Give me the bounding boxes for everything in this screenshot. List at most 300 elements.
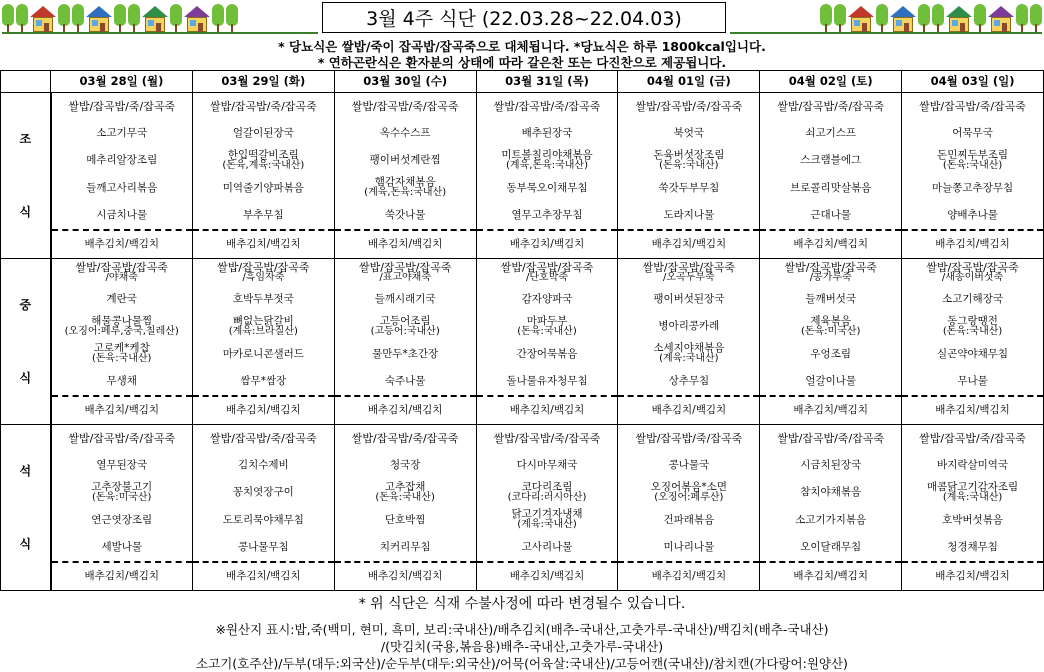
dish-origin: /단호박죽 [526, 272, 569, 284]
dish-name: 고사리나물 [521, 540, 573, 553]
dish-name: 동부묵오이채무침 [506, 181, 588, 194]
menu-cell [192, 425, 334, 591]
menu-cell [618, 93, 760, 259]
dish-item [193, 147, 334, 174]
meal-row-lunch [1, 259, 1044, 425]
tree-icon [932, 2, 944, 32]
dish-name: 쌀밥/잡곡밥/죽/잡곡죽 [493, 431, 601, 445]
dish-name: 소고기무국 [96, 127, 148, 140]
dish-name: 배추김치/백김치 [793, 237, 868, 250]
dish-item [902, 534, 1043, 563]
house-icon [184, 6, 210, 32]
dish-name: 마파두부 [526, 315, 568, 328]
dish-item [335, 534, 476, 563]
dish-name: 쌀밥/잡곡밥/죽/잡곡죽 [209, 431, 317, 445]
dish-name: 배추김치/백김치 [509, 569, 585, 582]
dish-origin: (돈육,계육:국내산) [222, 160, 305, 172]
header-decoration-right [820, 2, 1042, 32]
staple-item [760, 259, 901, 286]
dish-name: 병아리콩카레 [658, 320, 720, 333]
tree-icon [974, 2, 986, 32]
dish-name: 오징어볶음*소면 [650, 481, 727, 494]
dish-item [618, 313, 759, 340]
dish-name: 뼈없는닭갈비 [232, 315, 294, 328]
dish-name: 쌈무*쌈장 [240, 374, 287, 387]
dish-item [477, 120, 618, 147]
house-icon [890, 6, 916, 32]
dish-item [477, 313, 618, 340]
dish-name: 얼갈이나물 [805, 374, 857, 387]
dish-item [902, 507, 1043, 534]
dish-item [193, 534, 334, 563]
day-header: 04월 03일 (일) [902, 71, 1044, 93]
staple-item [193, 259, 334, 286]
dish-origin: (돈육:국내산) [375, 492, 435, 504]
dish-name: 쌀밥/잡곡밥/잡곡죽 [217, 260, 310, 274]
dish-item [193, 286, 334, 313]
dish-item [52, 534, 192, 563]
dish-name: 쌀밥/잡곡밥/잡곡죽 [642, 260, 736, 274]
dish-item [193, 175, 334, 202]
dish-name: 쌀밥/잡곡밥/잡곡죽 [500, 260, 594, 274]
dish-origin: /오곡두부죽 [663, 272, 715, 284]
dish-name: 청국장 [389, 459, 421, 472]
origin-line: ※원산지 표시:밥,죽(백미, 현미, 흑미, 보리:국내산)/배추김치(배추-국내산,고춧가루-국내산)/백김치(배추-국내산) [215, 622, 829, 637]
dish-name: 오이달래무침 [800, 540, 862, 553]
dish-name: 쌀밥/잡곡밥/죽/잡곡죽 [919, 99, 1026, 113]
dish-item [902, 341, 1043, 368]
kimchi-item [760, 397, 901, 424]
kimchi-item [760, 563, 901, 590]
dish-item [902, 202, 1043, 231]
dish-item [902, 368, 1043, 397]
dish-name: 부추무침 [243, 208, 284, 221]
dish-item [52, 202, 192, 231]
dish-origin: /표고야채죽 [379, 272, 431, 284]
tree-icon [72, 2, 84, 32]
dish-name: 해물콩나물찜 [91, 315, 153, 328]
dish-name: 소고기해장국 [942, 293, 1003, 306]
dish-item [52, 286, 192, 313]
staple-item [760, 93, 901, 120]
meal-label [1, 259, 51, 425]
dish-name: 돌나물유자청무침 [506, 374, 588, 387]
dish-item [193, 368, 334, 397]
dish-name: 상추무침 [668, 374, 710, 387]
menu-cell [51, 93, 193, 259]
dish-name: 마카로니콘샐러드 [222, 347, 304, 360]
notice-diabetes: * 당뇨식은 쌀밥/죽이 잡곡밥/잡곡죽으로 대체됩니다. *당뇨식은 하루 1800kcal입니다. [278, 39, 766, 54]
dish-origin: (돈육:국내산) [91, 353, 152, 365]
dish-name: 고추장불고기 [91, 481, 153, 494]
dish-item [193, 202, 334, 231]
meal-row-dinner [1, 425, 1044, 591]
weekly-menu-table [0, 70, 1044, 591]
dish-name: 김치수제비 [237, 459, 289, 472]
dish-item [477, 534, 618, 563]
tree-icon [16, 2, 28, 32]
dish-item [52, 341, 192, 368]
dish-name: 열무고추장무침 [511, 208, 583, 221]
dish-name: 북엇국 [673, 127, 705, 140]
dish-name: 들깨버섯국 [805, 293, 857, 306]
day-header-row [1, 71, 1044, 93]
kimchi-item [193, 397, 334, 424]
dish-name: 돈민찌두부조림 [937, 149, 1009, 162]
dish-name: 배추김치/백김치 [84, 569, 159, 582]
kimchi-item [335, 563, 476, 590]
dish-name: 배추김치/백김치 [651, 403, 727, 416]
dish-name: 쌀밥/잡곡밥/잡곡죽 [784, 260, 877, 274]
dish-item [52, 479, 192, 506]
dish-origin: /콩가루죽 [809, 272, 852, 284]
dish-name: 동그랑땡전 [947, 315, 998, 328]
kimchi-item [618, 563, 759, 590]
dish-name: 쌀밥/잡곡밥/잡곡죽 [358, 260, 452, 274]
dish-item [335, 452, 476, 479]
menu-cell [51, 425, 193, 591]
meal-label-char: 조 [19, 131, 32, 146]
staple-item [760, 425, 901, 452]
dish-item [760, 507, 901, 534]
dish-name: 시금치된장국 [800, 459, 862, 472]
dish-name: 배추김치/백김치 [226, 237, 301, 250]
menu-cell [334, 93, 476, 259]
day-header: 04월 02일 (토) [760, 71, 902, 93]
dish-name: 무생채 [106, 374, 137, 387]
dish-name: 쑥갓나물 [384, 208, 426, 221]
meal-row-breakfast [1, 93, 1044, 259]
staple-item [335, 425, 476, 452]
dish-name: 배추김치/백김치 [935, 237, 1010, 250]
dish-name: 쌀밥/잡곡밥/죽/잡곡죽 [209, 99, 317, 113]
menu-cell [902, 425, 1044, 591]
menu-cell [192, 93, 334, 259]
tree-icon [226, 2, 238, 32]
dish-item [760, 341, 901, 368]
dish-item [760, 368, 901, 397]
dish-item [335, 202, 476, 231]
day-header: 03월 30일 (수) [334, 71, 476, 93]
tree-icon [876, 2, 888, 32]
dish-name: 단호박찜 [384, 513, 426, 526]
staple-item [902, 425, 1043, 452]
dish-name: 세발나물 [101, 540, 143, 553]
dish-item [335, 120, 476, 147]
dish-name: 호박두부젓국 [232, 293, 294, 306]
dish-item [760, 313, 901, 340]
dish-item [193, 452, 334, 479]
dish-name: 마늘쫑고추장무침 [931, 181, 1014, 194]
dish-item [335, 175, 476, 202]
tree-icon [114, 2, 126, 32]
dish-item [335, 286, 476, 313]
corner-cell [1, 71, 51, 93]
menu-cell [476, 425, 618, 591]
menu-cell [476, 259, 618, 425]
dish-item [52, 120, 192, 147]
dish-name: 코다리조림 [521, 481, 573, 494]
dish-item [618, 368, 759, 397]
tree-icon [1030, 2, 1042, 32]
kimchi-item [618, 231, 759, 258]
dish-origin: /야채죽 [105, 272, 138, 284]
dish-item [477, 175, 618, 202]
dish-item [618, 286, 759, 313]
dish-item [760, 120, 901, 147]
dish-item [618, 507, 759, 534]
dish-item [902, 286, 1043, 313]
dish-name: 고등어조림 [379, 315, 431, 328]
dish-name: 소고기가지볶음 [795, 513, 867, 526]
dish-item [52, 368, 192, 397]
tree-icon [918, 2, 930, 32]
kimchi-item [477, 231, 618, 258]
dish-name: 양배추나물 [947, 208, 998, 221]
day-header: 03월 31일 (목) [476, 71, 618, 93]
dish-name: 시금치나물 [96, 208, 148, 221]
dish-name: 연근엿장조림 [91, 513, 153, 526]
dish-name: 배추김치/백김치 [367, 569, 443, 582]
dish-item [618, 147, 759, 174]
dish-item [477, 479, 618, 506]
dish-name: 배추김치/백김치 [651, 237, 727, 250]
dish-name: 돈육버섯장조림 [653, 149, 725, 162]
dish-name: 고추잡채 [384, 481, 426, 494]
dish-name: 고로케*케찹 [93, 342, 150, 355]
kimchi-item [335, 397, 476, 424]
dish-item [193, 120, 334, 147]
dish-item [760, 534, 901, 563]
dish-item [618, 341, 759, 368]
dish-name: 닭고기겨자냉채 [511, 508, 583, 521]
kimchi-item [193, 231, 334, 258]
dish-origin: (돈육:국내산) [942, 326, 1003, 338]
staple-item [335, 93, 476, 120]
menu-cell [760, 259, 902, 425]
dish-name: 참치야채볶음 [800, 486, 862, 499]
menu-cell [334, 259, 476, 425]
dish-origin: (계육:브라질산) [228, 326, 298, 338]
dish-name: 쌀밥/잡곡밥/죽/잡곡죽 [635, 431, 743, 445]
meal-label-char: 석 [19, 463, 32, 478]
dish-name: 숙주나물 [384, 374, 426, 387]
dish-name: 콩나물무침 [237, 540, 289, 553]
dish-item [618, 120, 759, 147]
house-icon [988, 6, 1014, 32]
ground-line [2, 32, 318, 34]
dish-origin: /흑임자죽 [242, 272, 285, 284]
dish-item [760, 202, 901, 231]
kimchi-item [52, 397, 192, 424]
day-header: 03월 29일 (화) [192, 71, 334, 93]
dish-name: 메추리알장조림 [86, 154, 158, 167]
dish-name: 얼갈이된장국 [232, 127, 294, 140]
staple-item [618, 425, 759, 452]
dish-name: 들깨고사리볶음 [86, 181, 158, 194]
dish-name: 콩나물국 [668, 459, 710, 472]
dish-name: 배추김치/백김치 [935, 569, 1010, 582]
dish-name: 도토리묵야채무침 [222, 513, 304, 526]
dish-name: 배추김치/백김치 [367, 403, 443, 416]
dish-name: 도라지나물 [663, 208, 715, 221]
meal-label-char: 중 [19, 297, 32, 312]
staple-item [52, 259, 192, 286]
dish-item [335, 507, 476, 534]
dish-name: 쌀밥/잡곡밥/잡곡죽 [75, 260, 168, 274]
dish-origin: (계육,돈육:국내산) [364, 187, 447, 199]
dish-origin: (돈육:국내산) [517, 326, 577, 338]
tree-icon [820, 2, 832, 32]
meal-label-char: 식 [19, 204, 32, 219]
dish-item [335, 479, 476, 506]
day-header: 04월 01일 (금) [618, 71, 760, 93]
dish-item [52, 175, 192, 202]
staple-item [902, 93, 1043, 120]
kimchi-item [193, 563, 334, 590]
dish-name: 제육볶음 [810, 315, 851, 328]
dish-name: 물만두*초간장 [372, 347, 439, 360]
menu-cell [760, 425, 902, 591]
dish-item [902, 479, 1043, 506]
dish-name: 배추김치/백김치 [367, 237, 443, 250]
dish-item [52, 507, 192, 534]
dish-item [52, 313, 192, 340]
house-icon [142, 6, 168, 32]
menu-cell [902, 93, 1044, 259]
staple-item [618, 259, 759, 286]
dish-item [902, 313, 1043, 340]
dish-origin: (오징어:페루산) [654, 492, 724, 504]
meal-label [1, 425, 51, 591]
dish-name: 배추김치/백김치 [84, 237, 159, 250]
dish-name: 배추김치/백김치 [651, 569, 727, 582]
staple-item [477, 425, 618, 452]
dish-item [335, 368, 476, 397]
kimchi-item [902, 563, 1043, 590]
dish-item [618, 452, 759, 479]
dish-name: 쌀밥/잡곡밥/죽/잡곡죽 [68, 431, 176, 445]
dish-name: 간장어묵볶음 [516, 347, 578, 360]
dish-name: 바지락살미역국 [937, 459, 1009, 472]
dish-origin: (돈육:국내산) [659, 160, 719, 172]
dish-name: 배추된장국 [521, 127, 573, 140]
tree-icon [2, 2, 14, 32]
dish-name: 쑥갓두부무침 [658, 181, 720, 194]
dish-name: 배추김치/백김치 [509, 403, 585, 416]
dish-item [477, 147, 618, 174]
dish-name: 쌀밥/잡곡밥/죽/잡곡죽 [68, 99, 176, 113]
staple-item [477, 259, 618, 286]
house-icon [30, 6, 56, 32]
menu-cell [760, 93, 902, 259]
tree-icon [1016, 2, 1028, 32]
dish-origin: (오징어:페루,중국,칠레산) [64, 326, 179, 338]
dish-item [52, 452, 192, 479]
dish-name: 근대나물 [810, 208, 851, 221]
kimchi-item [902, 397, 1043, 424]
dish-name: 쌀밥/잡곡밥/죽/잡곡죽 [351, 99, 459, 113]
dish-name: 무나물 [957, 374, 988, 387]
meal-label-char: 식 [19, 370, 32, 385]
dish-item [335, 341, 476, 368]
dish-name: 쇠고기스프 [805, 127, 857, 140]
dish-name: 배추김치/백김치 [935, 403, 1010, 416]
kimchi-item [52, 563, 192, 590]
dish-name: 청경채무침 [947, 540, 998, 553]
dish-name: 우엉조림 [810, 347, 851, 360]
dish-name: 쌀밥/잡곡밥/죽/잡곡죽 [777, 99, 885, 113]
origin-line: 소고기(호주산)/두부(대두:외국산)/순두부(대두:외국산)/어묵(어육살:국내산)/고등어캔(국내산)/참치캔(가다랑어:원양산) [196, 656, 848, 671]
dish-name: 실곤약야채무침 [937, 347, 1009, 360]
dish-item [760, 147, 901, 174]
meal-label [1, 93, 51, 259]
dish-name: 배추김치/백김치 [226, 403, 301, 416]
dish-item [760, 479, 901, 506]
menu-cell [618, 425, 760, 591]
dish-name: 계란국 [106, 293, 137, 306]
dish-name: 팽이버섯된장국 [653, 293, 725, 306]
dish-name: 다시마무채국 [516, 459, 578, 472]
menu-body [1, 93, 1044, 591]
dish-name: 배추김치/백김치 [509, 237, 585, 250]
menu-cell [334, 425, 476, 591]
staple-item [477, 93, 618, 120]
dish-name: 매콤닭고기감자조림 [926, 481, 1019, 494]
dish-item [193, 479, 334, 506]
tree-icon [58, 2, 70, 32]
origin-line: /(맛김치(국용,볶음용)배추-국내산,고춧가루-국내산) [380, 639, 664, 654]
dish-name: 쌀밥/잡곡밥/죽/잡곡죽 [919, 431, 1026, 445]
dish-name: 배추김치/백김치 [84, 403, 159, 416]
ground-line [730, 32, 1042, 34]
day-header: 03월 28일 (월) [51, 71, 193, 93]
tree-icon [128, 2, 140, 32]
dish-name: 건파래볶음 [663, 513, 715, 526]
dish-name: 스크램블에그 [800, 154, 862, 167]
dish-origin: (코다리:러시아산) [507, 492, 587, 504]
menu-cell [902, 259, 1044, 425]
dish-origin: (돈육:미국산) [800, 326, 861, 338]
staple-item [618, 93, 759, 120]
dish-name: 쌀밥/잡곡밥/죽/잡곡죽 [351, 431, 459, 445]
staple-item [193, 93, 334, 120]
footer-note: * 위 식단은 식재 수불사정에 따라 변경될수 있습니다. [358, 596, 686, 612]
dish-name: 꽁치엿장구이 [232, 486, 294, 499]
dish-name: 호박버섯볶음 [942, 513, 1003, 526]
dish-item [193, 507, 334, 534]
dish-name: 미나리나물 [663, 540, 715, 553]
dish-item [902, 120, 1043, 147]
dish-item [760, 452, 901, 479]
dish-item [335, 313, 476, 340]
header-decoration-left [2, 2, 238, 32]
dish-name: 한입떡갈비조림 [227, 149, 299, 162]
dish-item [477, 368, 618, 397]
kimchi-item [477, 397, 618, 424]
dish-name: 치커리무침 [379, 540, 431, 553]
dish-origin: /새송이버섯죽 [941, 272, 1004, 284]
dish-item [477, 452, 618, 479]
dish-name: 쌀밥/잡곡밥/죽/잡곡죽 [777, 431, 885, 445]
dish-name: 미트볼칠리야채볶음 [501, 149, 593, 162]
tree-icon [212, 2, 224, 32]
dish-item [477, 507, 618, 534]
dish-item [477, 341, 618, 368]
dish-name: 브로콜리맛살볶음 [790, 181, 872, 194]
menu-cell [51, 259, 193, 425]
kimchi-item [618, 397, 759, 424]
